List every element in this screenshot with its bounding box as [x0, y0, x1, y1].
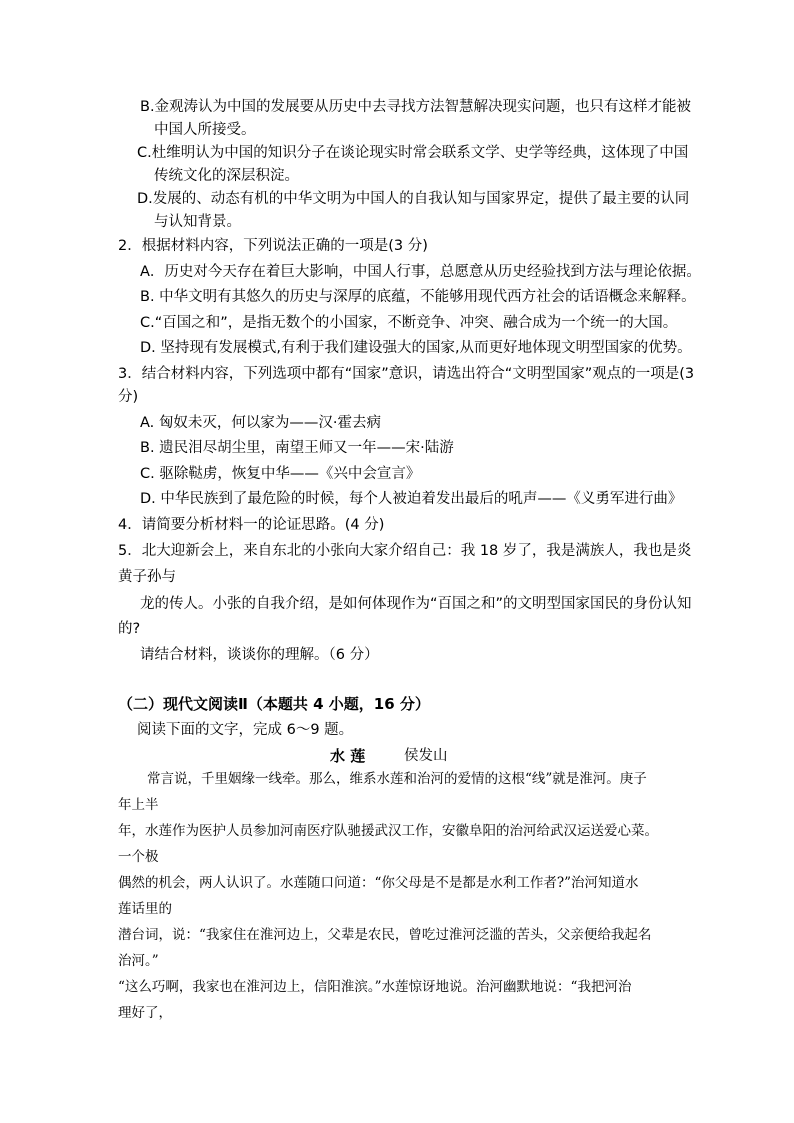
- section2-heading: （二）现代文阅读Ⅱ（本题共 4 小题，16 分）: [118, 695, 430, 713]
- story-title: 水 莲: [330, 747, 366, 765]
- story-line: 一个极: [118, 849, 159, 865]
- story-line: 治河。”: [118, 953, 159, 969]
- q1-option-b-line2: 中国人所接受。: [154, 122, 256, 138]
- q2-option-d: D. 坚持现有发展模式,有利于我们建设强大的国家,从而更好地体现文明型国家的优势。: [140, 340, 692, 356]
- story-line: 潜台词，说：“我家住在淮河边上，父辈是农民，曾吃过淮河泛滥的苦头，父亲便给我起名: [118, 927, 652, 943]
- story-line: 偶然的机会，两人认识了。水莲随口问道：“你父母是不是都是水利工作者?”治河知道水: [118, 875, 639, 891]
- q5-line3: 龙的传人。小张的自我介绍，是如何体现作为“百国之和”的文明型国家国民的身份认知: [140, 596, 692, 612]
- story-line: 理好了，: [118, 1005, 172, 1021]
- q5-line5: 请结合材料，谈谈你的理解。（6 分）: [140, 647, 379, 663]
- q5-line4: 的?: [118, 621, 141, 637]
- q3-option-b: B. 遗民泪尽胡尘里，南望王师又一年——宋·陆游: [140, 440, 454, 456]
- q3-option-a: A. 匈奴未灭，何以家为——汉·霍去病: [140, 415, 381, 431]
- q1-option-d-line2: 与认知背景。: [154, 214, 241, 230]
- q4-stem: 4．请简要分析材料一的论证思路。(4 分): [118, 517, 385, 533]
- section2-instruction: 阅读下面的文字，完成 6～9 题。: [137, 722, 354, 738]
- q1-option-b-line1: B.金观涛认为中国的发展要从历史中去寻找方法智慧解决现实问题，也只有这样才能被: [140, 99, 692, 115]
- q5-line2: 黄子孙与: [118, 569, 176, 585]
- q5-line1: 5．北大迎新会上，来自东北的小张向大家介绍自己：我 18 岁了，我是满族人，我也是炎: [118, 543, 692, 559]
- q3-stem-line2: 分): [118, 389, 139, 405]
- q2-option-a: A．历史对今天存在着巨大影响，中国人行事，总愿意从历史经验找到方法与理论依据。: [140, 264, 701, 280]
- q3-stem-line1: 3．结合材料内容，下列选项中都有“国家”意识，请选出符合“文明型国家”观点的一项是(3: [118, 366, 695, 382]
- story-author: 侯发山: [404, 748, 448, 764]
- story-line: 莲话里的: [118, 901, 172, 917]
- q1-option-c-line2: 传统文化的深层积淀。: [154, 168, 299, 184]
- story-line: 年，水莲作为医护人员参加河南医疗队驰援武汉工作，安徽阜阳的治河给武汉运送爱心菜。: [118, 823, 658, 839]
- q1-option-d-line1: D.发展的、动态有机的中华文明为中国人的自我认知与国家界定，提供了最主要的认同: [137, 191, 690, 207]
- q2-option-b: B. 中华文明有其悠久的历史与深厚的底蕴，不能够用现代西方社会的话语概念来解释。: [140, 289, 696, 305]
- q2-stem: 2．根据材料内容，下列说法正确的一项是(3 分): [118, 238, 428, 254]
- q3-option-c: C. 驱除鞑虏，恢复中华——《兴中会宣言》: [140, 466, 421, 482]
- q2-option-c: C.“百国之和”，是指无数个的小国家，不断竞争、冲突、融合成为一个统一的大国。: [140, 315, 678, 331]
- story-line: 常言说，千里姻缘一线牵。那么，维系水莲和治河的爱情的这根“线”就是淮河。庚子: [147, 771, 647, 787]
- q1-option-c-line1: C.杜维明认为中国的知识分子在谈论现实时常会联系文学、史学等经典，这体现了中国: [137, 145, 689, 161]
- story-line: 年上半: [118, 797, 159, 813]
- story-line: “这么巧啊，我家也在淮河边上，信阳淮滨。”水莲惊讶地说。治河幽默地说：“我把河治: [118, 979, 632, 995]
- q3-option-d: D. 中华民族到了最危险的时候，每个人被迫着发出最后的吼声——《义勇军进行曲》: [140, 491, 683, 507]
